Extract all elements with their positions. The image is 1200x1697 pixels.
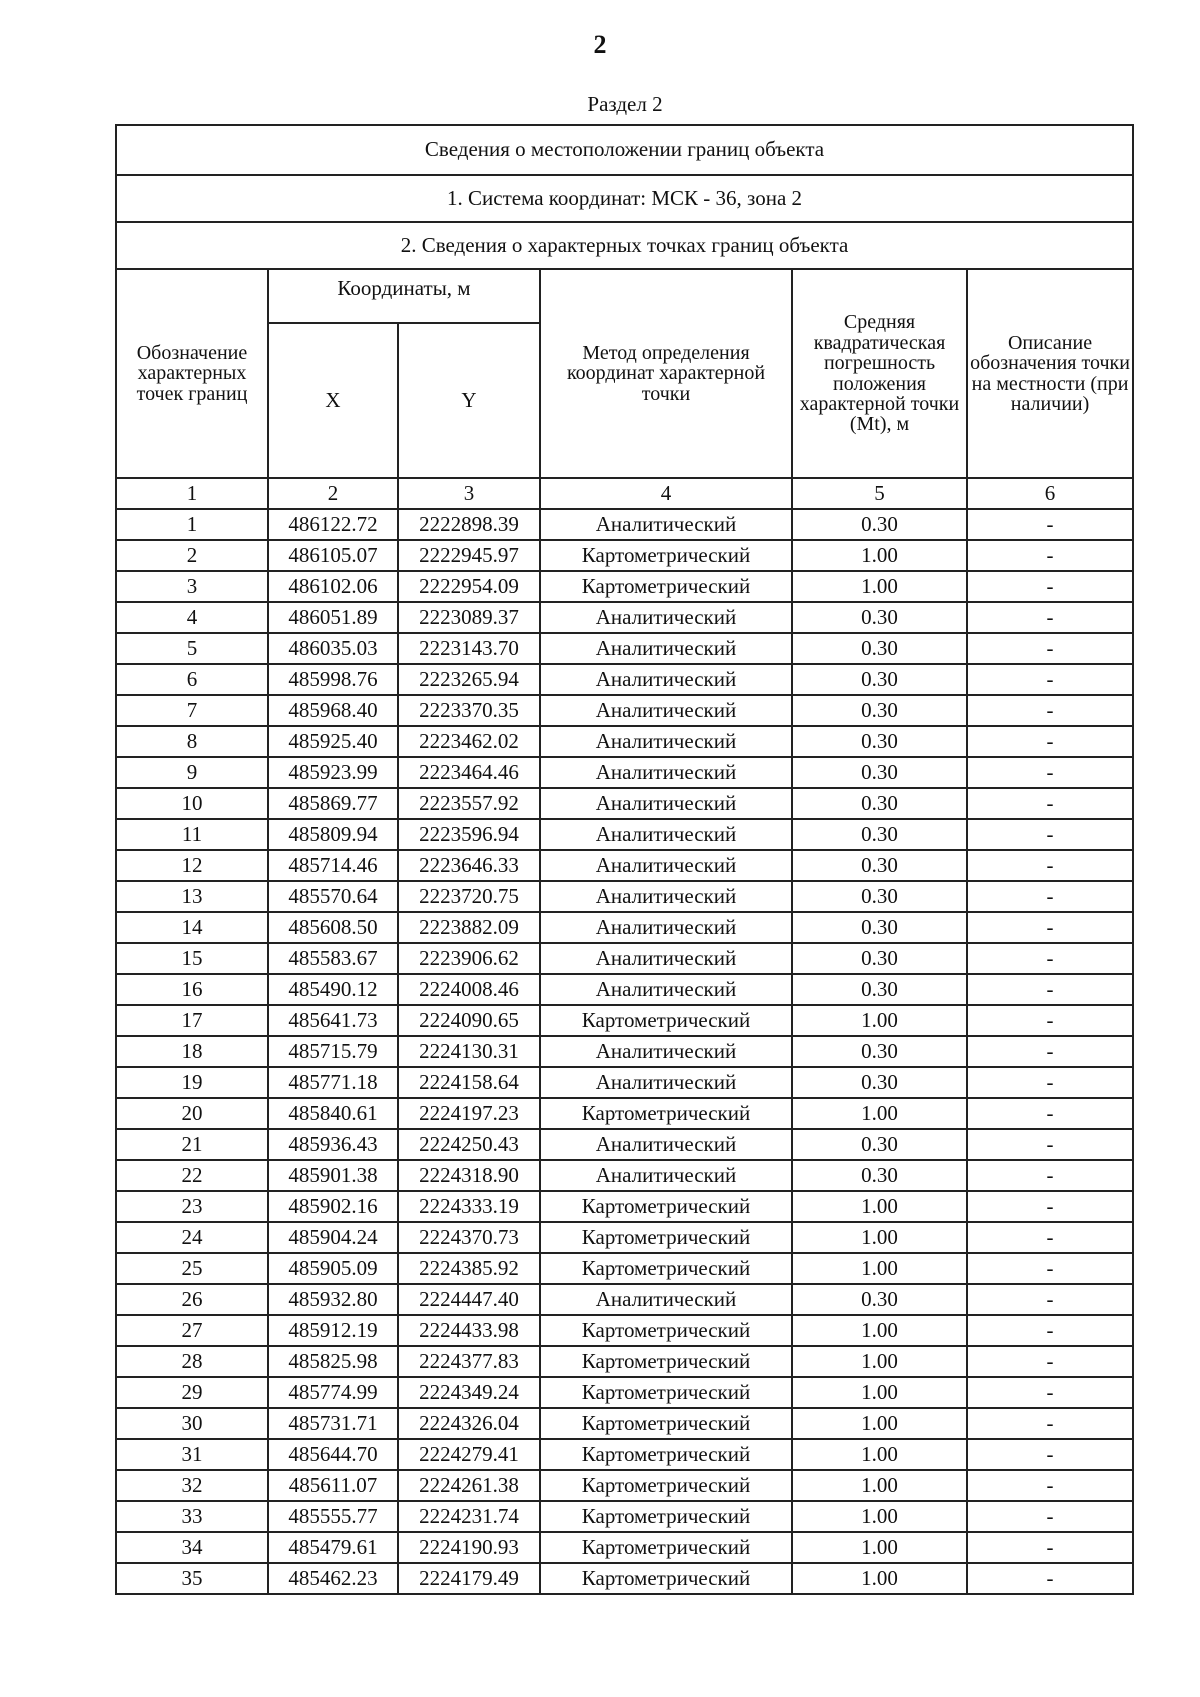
table-row: [116, 1377, 1133, 1408]
point-number: 22: [116, 1160, 268, 1191]
point-number: 19: [116, 1067, 268, 1098]
method: Аналитический: [540, 1129, 792, 1160]
method: Картометрический: [540, 1005, 792, 1036]
description: -: [967, 633, 1133, 664]
error-mt: 0.30: [792, 726, 967, 757]
method: Картометрический: [540, 1563, 792, 1594]
coord-x: 485462.23: [268, 1563, 398, 1594]
error-mt: 1.00: [792, 1222, 967, 1253]
table-row: [116, 1067, 1133, 1098]
description: -: [967, 1377, 1133, 1408]
error-mt: 0.30: [792, 1036, 967, 1067]
description: -: [967, 757, 1133, 788]
error-mt: 1.00: [792, 1191, 967, 1222]
description: -: [967, 850, 1133, 881]
coord-y: 2224008.46: [398, 974, 540, 1005]
error-mt: 0.30: [792, 819, 967, 850]
coord-x: 486105.07: [268, 540, 398, 571]
coord-x: 485998.76: [268, 664, 398, 695]
point-number: 9: [116, 757, 268, 788]
point-number: 7: [116, 695, 268, 726]
method: Аналитический: [540, 788, 792, 819]
description: -: [967, 1470, 1133, 1501]
method: Аналитический: [540, 912, 792, 943]
point-number: 15: [116, 943, 268, 974]
description: -: [967, 974, 1133, 1005]
table-row: [116, 1191, 1133, 1222]
table-row: [116, 1129, 1133, 1160]
error-mt: 0.30: [792, 664, 967, 695]
description: -: [967, 1222, 1133, 1253]
coord-x: 485936.43: [268, 1129, 398, 1160]
error-mt: 1.00: [792, 1532, 967, 1563]
method: Картометрический: [540, 1408, 792, 1439]
coord-x: 485925.40: [268, 726, 398, 757]
coord-y: 2224261.38: [398, 1470, 540, 1501]
table-row: [116, 695, 1133, 726]
coord-x: 485869.77: [268, 788, 398, 819]
point-number: 33: [116, 1501, 268, 1532]
error-mt: 1.00: [792, 1470, 967, 1501]
coord-x: 485715.79: [268, 1036, 398, 1067]
error-mt: 0.30: [792, 602, 967, 633]
table-row: [116, 726, 1133, 757]
table-row: [116, 1563, 1133, 1594]
coord-x: 485902.16: [268, 1191, 398, 1222]
method: Картометрический: [540, 571, 792, 602]
error-mt: 1.00: [792, 1005, 967, 1036]
table-row: [116, 1532, 1133, 1563]
point-number: 25: [116, 1253, 268, 1284]
description: -: [967, 943, 1133, 974]
method: Аналитический: [540, 664, 792, 695]
coord-y: 2224326.04: [398, 1408, 540, 1439]
point-number: 4: [116, 602, 268, 633]
column-number: 4: [540, 478, 792, 509]
table-row: [116, 1408, 1133, 1439]
point-number: 18: [116, 1036, 268, 1067]
description: -: [967, 1036, 1133, 1067]
point-number: 8: [116, 726, 268, 757]
coord-y: 2224179.49: [398, 1563, 540, 1594]
description: -: [967, 912, 1133, 943]
description: -: [967, 1129, 1133, 1160]
point-number: 26: [116, 1284, 268, 1315]
coord-x: 485774.99: [268, 1377, 398, 1408]
point-number: 23: [116, 1191, 268, 1222]
error-mt: 0.30: [792, 881, 967, 912]
coord-y: 2224377.83: [398, 1346, 540, 1377]
header-description: Описание обозначения точки на местности (при наличии): [967, 269, 1133, 478]
error-mt: 0.30: [792, 1160, 967, 1191]
description: -: [967, 571, 1133, 602]
coord-x: 485840.61: [268, 1098, 398, 1129]
point-number: 3: [116, 571, 268, 602]
description: -: [967, 1191, 1133, 1222]
table-row: [116, 1284, 1133, 1315]
description: -: [967, 881, 1133, 912]
method: Аналитический: [540, 974, 792, 1005]
column-numbers-row: [116, 478, 1133, 509]
table-row: [116, 633, 1133, 664]
description: -: [967, 1532, 1133, 1563]
header-designation: Обозначение характерных точек границ: [116, 269, 268, 478]
error-mt: 0.30: [792, 509, 967, 540]
coord-x: 485901.38: [268, 1160, 398, 1191]
header-x: X: [268, 323, 398, 478]
description: -: [967, 1346, 1133, 1377]
method: Картометрический: [540, 1253, 792, 1284]
error-mt: 1.00: [792, 1098, 967, 1129]
point-number: 1: [116, 509, 268, 540]
point-number: 11: [116, 819, 268, 850]
coord-y: 2224279.41: [398, 1439, 540, 1470]
error-mt: 0.30: [792, 695, 967, 726]
table-row: [116, 540, 1133, 571]
table-row: [116, 912, 1133, 943]
method: Аналитический: [540, 943, 792, 974]
error-mt: 1.00: [792, 1346, 967, 1377]
table-row: [116, 974, 1133, 1005]
coord-y: 2223646.33: [398, 850, 540, 881]
table-row: [116, 881, 1133, 912]
coord-x: 485583.67: [268, 943, 398, 974]
coord-y: 2223265.94: [398, 664, 540, 695]
table-row: [116, 571, 1133, 602]
description: -: [967, 509, 1133, 540]
coord-x: 485570.64: [268, 881, 398, 912]
header-method: Метод определения координат характерной точки: [540, 269, 792, 478]
table-row: [116, 757, 1133, 788]
coord-x: 485479.61: [268, 1532, 398, 1563]
method: Картометрический: [540, 1532, 792, 1563]
error-mt: 0.30: [792, 943, 967, 974]
description: -: [967, 602, 1133, 633]
error-mt: 1.00: [792, 540, 967, 571]
error-mt: 1.00: [792, 1408, 967, 1439]
point-number: 20: [116, 1098, 268, 1129]
points-heading: 2. Сведения о характерных точках границ объекта: [116, 222, 1133, 269]
table-row: [116, 1160, 1133, 1191]
method: Аналитический: [540, 757, 792, 788]
coord-y: 2224370.73: [398, 1222, 540, 1253]
coord-x: 486122.72: [268, 509, 398, 540]
coord-x: 485608.50: [268, 912, 398, 943]
point-number: 12: [116, 850, 268, 881]
description: -: [967, 1408, 1133, 1439]
error-mt: 1.00: [792, 1315, 967, 1346]
coord-y: 2223906.62: [398, 943, 540, 974]
coord-x: 485825.98: [268, 1346, 398, 1377]
table-row: [116, 1501, 1133, 1532]
description: -: [967, 1098, 1133, 1129]
point-number: 28: [116, 1346, 268, 1377]
table-row: [116, 1439, 1133, 1470]
coord-x: 486035.03: [268, 633, 398, 664]
point-number: 16: [116, 974, 268, 1005]
error-mt: 1.00: [792, 1439, 967, 1470]
boundary-points-table: [115, 124, 1134, 1595]
header-error: Средняя квадратическая погрешность положения характерной точки (Mt), м: [792, 269, 967, 478]
table-row: [116, 1098, 1133, 1129]
description: -: [967, 695, 1133, 726]
description: -: [967, 1439, 1133, 1470]
coord-y: 2223464.46: [398, 757, 540, 788]
description: -: [967, 1315, 1133, 1346]
method: Картометрический: [540, 1191, 792, 1222]
table-title: Сведения о местоположении границ объекта: [116, 125, 1133, 175]
coord-y: 2224130.31: [398, 1036, 540, 1067]
table-row: [116, 819, 1133, 850]
point-number: 34: [116, 1532, 268, 1563]
error-mt: 1.00: [792, 1377, 967, 1408]
coord-y: 2224190.93: [398, 1532, 540, 1563]
error-mt: 0.30: [792, 974, 967, 1005]
method: Картометрический: [540, 1346, 792, 1377]
table-row: [116, 664, 1133, 695]
method: Аналитический: [540, 509, 792, 540]
table-row: [116, 788, 1133, 819]
point-number: 24: [116, 1222, 268, 1253]
column-number: 2: [268, 478, 398, 509]
method: Картометрический: [540, 1222, 792, 1253]
table-row: [116, 1222, 1133, 1253]
description: -: [967, 1253, 1133, 1284]
error-mt: 0.30: [792, 757, 967, 788]
coord-x: 485555.77: [268, 1501, 398, 1532]
description: -: [967, 540, 1133, 571]
method: Картометрический: [540, 1377, 792, 1408]
point-number: 10: [116, 788, 268, 819]
method: Аналитический: [540, 1160, 792, 1191]
coord-x: 485490.12: [268, 974, 398, 1005]
coord-x: 485641.73: [268, 1005, 398, 1036]
coord-x: 486102.06: [268, 571, 398, 602]
coord-x: 485912.19: [268, 1315, 398, 1346]
error-mt: 0.30: [792, 912, 967, 943]
error-mt: 0.30: [792, 1129, 967, 1160]
coord-y: 2223462.02: [398, 726, 540, 757]
table-row: [116, 602, 1133, 633]
error-mt: 1.00: [792, 571, 967, 602]
coord-x: 486051.89: [268, 602, 398, 633]
method: Аналитический: [540, 726, 792, 757]
method: Аналитический: [540, 633, 792, 664]
table-row: [116, 850, 1133, 881]
description: -: [967, 664, 1133, 695]
table-row: [116, 1315, 1133, 1346]
method: Картометрический: [540, 1315, 792, 1346]
method: Аналитический: [540, 602, 792, 633]
coord-x: 485968.40: [268, 695, 398, 726]
description: -: [967, 726, 1133, 757]
coord-y: 2224090.65: [398, 1005, 540, 1036]
description: -: [967, 1160, 1133, 1191]
method: Аналитический: [540, 881, 792, 912]
description: -: [967, 819, 1133, 850]
coord-y: 2223089.37: [398, 602, 540, 633]
coord-y: 2224318.90: [398, 1160, 540, 1191]
point-number: 6: [116, 664, 268, 695]
table-row: [116, 1470, 1133, 1501]
point-number: 21: [116, 1129, 268, 1160]
coord-y: 2224385.92: [398, 1253, 540, 1284]
section-title: Раздел 2: [587, 92, 663, 116]
coord-x: 485923.99: [268, 757, 398, 788]
coord-x: 485809.94: [268, 819, 398, 850]
coord-y: 2223882.09: [398, 912, 540, 943]
method: Картометрический: [540, 1098, 792, 1129]
coord-x: 485644.70: [268, 1439, 398, 1470]
error-mt: 0.30: [792, 850, 967, 881]
point-number: 35: [116, 1563, 268, 1594]
error-mt: 0.30: [792, 788, 967, 819]
description: -: [967, 1501, 1133, 1532]
description: -: [967, 1005, 1133, 1036]
method: Аналитический: [540, 819, 792, 850]
header-y: Y: [398, 323, 540, 478]
method: Аналитический: [540, 695, 792, 726]
coord-y: 2223596.94: [398, 819, 540, 850]
column-number: 3: [398, 478, 540, 509]
coord-y: 2224349.24: [398, 1377, 540, 1408]
point-number: 29: [116, 1377, 268, 1408]
column-number: 6: [967, 478, 1133, 509]
method: Аналитический: [540, 1067, 792, 1098]
method: Аналитический: [540, 1036, 792, 1067]
coord-y: 2223143.70: [398, 633, 540, 664]
error-mt: 1.00: [792, 1501, 967, 1532]
method: Картометрический: [540, 540, 792, 571]
coord-x: 485905.09: [268, 1253, 398, 1284]
description: -: [967, 1284, 1133, 1315]
error-mt: 0.30: [792, 1067, 967, 1098]
coord-x: 485771.18: [268, 1067, 398, 1098]
description: -: [967, 788, 1133, 819]
point-number: 2: [116, 540, 268, 571]
coord-y: 2224231.74: [398, 1501, 540, 1532]
coord-y: 2224250.43: [398, 1129, 540, 1160]
point-number: 32: [116, 1470, 268, 1501]
table-row: [116, 943, 1133, 974]
point-number: 31: [116, 1439, 268, 1470]
coord-y: 2222898.39: [398, 509, 540, 540]
column-number: 1: [116, 478, 268, 509]
page-number: 2: [593, 30, 607, 59]
table-row: [116, 1253, 1133, 1284]
error-mt: 0.30: [792, 1284, 967, 1315]
point-number: 13: [116, 881, 268, 912]
point-number: 27: [116, 1315, 268, 1346]
table-row: [116, 1005, 1133, 1036]
method: Аналитический: [540, 1284, 792, 1315]
error-mt: 1.00: [792, 1253, 967, 1284]
coord-x: 485904.24: [268, 1222, 398, 1253]
point-number: 30: [116, 1408, 268, 1439]
coord-y: 2224158.64: [398, 1067, 540, 1098]
table-row: [116, 1036, 1133, 1067]
coord-x: 485731.71: [268, 1408, 398, 1439]
coord-y: 2222945.97: [398, 540, 540, 571]
method: Картометрический: [540, 1501, 792, 1532]
coord-y: 2223557.92: [398, 788, 540, 819]
method: Картометрический: [540, 1439, 792, 1470]
coord-y: 2223720.75: [398, 881, 540, 912]
point-number: 5: [116, 633, 268, 664]
coord-y: 2224447.40: [398, 1284, 540, 1315]
description: -: [967, 1563, 1133, 1594]
method: Аналитический: [540, 850, 792, 881]
table-row: [116, 1346, 1133, 1377]
coord-y: 2224333.19: [398, 1191, 540, 1222]
table-row: [116, 509, 1133, 540]
column-number: 5: [792, 478, 967, 509]
coord-y: 2222954.09: [398, 571, 540, 602]
coord-x: 485611.07: [268, 1470, 398, 1501]
coordinate-system: 1. Система координат: МСК - 36, зона 2: [116, 175, 1133, 222]
coord-x: 485714.46: [268, 850, 398, 881]
point-number: 14: [116, 912, 268, 943]
coord-x: 485932.80: [268, 1284, 398, 1315]
error-mt: 0.30: [792, 633, 967, 664]
coord-y: 2224197.23: [398, 1098, 540, 1129]
description: -: [967, 1067, 1133, 1098]
header-coordinates: Координаты, м: [268, 269, 540, 323]
coord-y: 2223370.35: [398, 695, 540, 726]
coord-y: 2224433.98: [398, 1315, 540, 1346]
error-mt: 1.00: [792, 1563, 967, 1594]
method: Картометрический: [540, 1470, 792, 1501]
point-number: 17: [116, 1005, 268, 1036]
